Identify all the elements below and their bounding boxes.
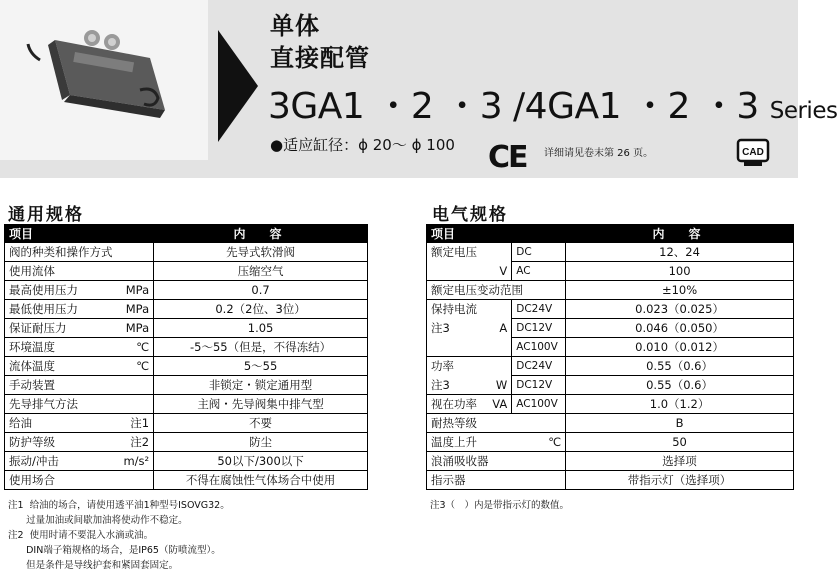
table-row xyxy=(427,471,794,490)
table-cell: DC xyxy=(512,243,566,262)
table-cell: 不要 xyxy=(154,414,368,433)
table-row xyxy=(427,433,794,452)
table-cell: 温度上升 xyxy=(427,433,512,452)
table-row xyxy=(427,300,794,319)
table-row xyxy=(427,376,794,395)
table-cell: 选择项 xyxy=(566,452,794,471)
series-part: 3 xyxy=(736,86,759,127)
table-row xyxy=(5,376,368,395)
table-row xyxy=(5,243,368,262)
table-cell: 使用场合 xyxy=(5,471,117,490)
table-row xyxy=(5,281,368,300)
table-cell: ℃ xyxy=(512,433,566,452)
series-part: 2 xyxy=(410,86,434,127)
table-cell xyxy=(488,243,512,262)
table-cell: 注3 xyxy=(427,319,489,338)
table-cell: W xyxy=(488,376,512,395)
table-cell: MPa xyxy=(117,319,154,338)
cad-icon xyxy=(736,138,772,174)
table-row xyxy=(5,300,368,319)
table-cell xyxy=(427,338,489,357)
table-cell: 手动装置 xyxy=(5,376,117,395)
table-cell: 0.7 xyxy=(154,281,368,300)
table-cell: 0.2（2位、3位） xyxy=(154,300,368,319)
reference-note: 详细请见卷末第 26 页。 xyxy=(544,148,654,159)
col-header-item: 项目 xyxy=(427,225,566,243)
table-cell: AC100V xyxy=(512,338,566,357)
footnote-line: DIN端子箱规格的场合，是IP65（防喷流型）。 xyxy=(8,545,221,556)
general-spec-table xyxy=(4,224,368,490)
table-cell: 50以下/300以下 xyxy=(154,452,368,471)
table-cell: VA xyxy=(488,395,512,414)
electrical-spec-title: 电气规格 xyxy=(432,205,508,225)
table-cell xyxy=(488,357,512,376)
table-cell: 额定电压 xyxy=(427,243,489,262)
table-cell: 注1 xyxy=(117,414,154,433)
table-cell: 不得在腐蚀性气体场合中使用 xyxy=(154,471,368,490)
cad-label: CAD xyxy=(742,147,764,158)
table-cell xyxy=(117,243,154,262)
series-part: 3 xyxy=(479,86,503,127)
table-cell: 带指示灯（选择项） xyxy=(566,471,794,490)
series-part: 2 xyxy=(667,86,690,127)
table-cell: 保证耐压力 xyxy=(5,319,117,338)
table-cell: 防尘 xyxy=(154,433,368,452)
table-cell: 视在功率 xyxy=(427,395,489,414)
col-header-content: 内 容 xyxy=(154,225,368,243)
table-row xyxy=(427,281,794,300)
table-cell: DC12V xyxy=(512,319,566,338)
table-cell: 非锁定・锁定通用型 xyxy=(154,376,368,395)
table-cell: 耐热等级 xyxy=(427,414,566,433)
table-row xyxy=(427,395,794,414)
general-footnotes xyxy=(8,498,230,573)
table-row xyxy=(5,452,368,471)
table-cell: 0.55（0.6） xyxy=(566,357,794,376)
table-row xyxy=(427,262,794,281)
table-cell xyxy=(117,262,154,281)
table-cell: 主阀・先导阀集中排气型 xyxy=(154,395,368,414)
series-part: 3GA1 xyxy=(268,86,365,127)
table-row xyxy=(5,395,368,414)
footnote-line: 注1 给油的场合，请使用透平油1种型号ISOVG32。 xyxy=(8,500,230,511)
table-cell: ℃ xyxy=(117,357,154,376)
table-cell: 先导排气方法 xyxy=(5,395,117,414)
table-cell: 0.010（0.012） xyxy=(566,338,794,357)
table-cell: 流体温度 xyxy=(5,357,117,376)
table-cell: ℃ xyxy=(117,338,154,357)
series-title: 3GA1 ・2 ・3 /4GA1 ・2 ・3 Series xyxy=(268,86,837,127)
electrical-footnote: 注3（ ）内是带指示灯的数值。 xyxy=(430,500,570,511)
table-row xyxy=(5,262,368,281)
table-cell xyxy=(488,300,512,319)
table-cell: 保持电流 xyxy=(427,300,489,319)
table-row xyxy=(427,414,794,433)
table-cell: 0.55（0.6） xyxy=(566,376,794,395)
table-cell: 额定电压变动范围 xyxy=(427,281,566,300)
footnote-line: 过量加油或间歇加油将使动作不稳定。 xyxy=(8,515,188,526)
table-row xyxy=(427,243,794,262)
table-cell: 阀的种类和操作方式 xyxy=(5,243,117,262)
table-header-row xyxy=(5,225,368,243)
table-row xyxy=(5,338,368,357)
table-row xyxy=(5,319,368,338)
table-cell: 环境温度 xyxy=(5,338,117,357)
table-header-row xyxy=(427,225,794,243)
table-cell xyxy=(117,395,154,414)
table-cell xyxy=(117,376,154,395)
table-cell xyxy=(488,338,512,357)
table-cell: 先导式软滑阀 xyxy=(154,243,368,262)
table-cell: 压缩空气 xyxy=(154,262,368,281)
title-line2: 直接配管 xyxy=(270,44,370,72)
table-cell: 0.023（0.025） xyxy=(566,300,794,319)
col-header-item: 项目 xyxy=(5,225,154,243)
table-cell: 功率 xyxy=(427,357,489,376)
title-line1: 单体 xyxy=(270,12,320,40)
general-spec-title: 通用规格 xyxy=(8,205,84,225)
table-cell: 50 xyxy=(566,433,794,452)
table-cell xyxy=(117,471,154,490)
table-row xyxy=(427,319,794,338)
table-cell: AC100V xyxy=(512,395,566,414)
table-cell: 1.05 xyxy=(154,319,368,338)
table-cell: DC24V xyxy=(512,300,566,319)
header-arrow-icon xyxy=(218,30,258,146)
col-header-content: 内 容 xyxy=(566,225,794,243)
table-cell: 注3 xyxy=(427,376,489,395)
table-cell: MPa xyxy=(117,300,154,319)
bore-range xyxy=(270,134,455,155)
table-cell: DC12V xyxy=(512,376,566,395)
table-cell: AC xyxy=(512,262,566,281)
table-cell xyxy=(427,262,489,281)
table-cell: 最高使用压力 xyxy=(5,281,117,300)
table-row xyxy=(5,414,368,433)
table-cell: 最低使用压力 xyxy=(5,300,117,319)
table-cell: DC24V xyxy=(512,357,566,376)
table-cell: 12、24 xyxy=(566,243,794,262)
table-cell: 1.0（1.2） xyxy=(566,395,794,414)
table-cell: 100 xyxy=(566,262,794,281)
table-cell: 给油 xyxy=(5,414,117,433)
table-cell: V xyxy=(488,262,512,281)
bore-value: ϕ 20～ ϕ 100 xyxy=(358,136,455,154)
table-cell: 振动/冲击 xyxy=(5,452,117,471)
table-cell: 指示器 xyxy=(427,471,566,490)
footnote-line: 注2 使用时请不要混入水滴或油。 xyxy=(8,530,154,541)
table-cell: 使用流体 xyxy=(5,262,117,281)
table-row xyxy=(427,452,794,471)
series-suffix: Series xyxy=(769,98,837,124)
series-part: /4GA1 xyxy=(513,86,622,127)
table-cell: MPa xyxy=(117,281,154,300)
table-row xyxy=(5,357,368,376)
table-row xyxy=(5,471,368,490)
table-cell: 浪涌吸收器 xyxy=(427,452,566,471)
table-cell: 0.046（0.050） xyxy=(566,319,794,338)
table-cell: -5～55（但是，不得冻结） xyxy=(154,338,368,357)
table-cell: 防护等级 xyxy=(5,433,117,452)
table-row xyxy=(427,338,794,357)
table-row xyxy=(5,433,368,452)
table-cell: ±10% xyxy=(566,281,794,300)
ce-mark-icon: CE xyxy=(488,140,527,175)
table-cell: 5～55 xyxy=(154,357,368,376)
table-cell: A xyxy=(488,319,512,338)
table-cell: m/s² xyxy=(117,452,154,471)
bore-label: ●适应缸径： xyxy=(270,136,359,154)
table-cell: 注2 xyxy=(117,433,154,452)
product-photo xyxy=(0,0,208,160)
electrical-spec-table xyxy=(426,224,794,490)
footnote-line: 但是条件是导线护套和紧固套固定。 xyxy=(8,560,179,571)
table-cell: B xyxy=(566,414,794,433)
table-row xyxy=(427,357,794,376)
